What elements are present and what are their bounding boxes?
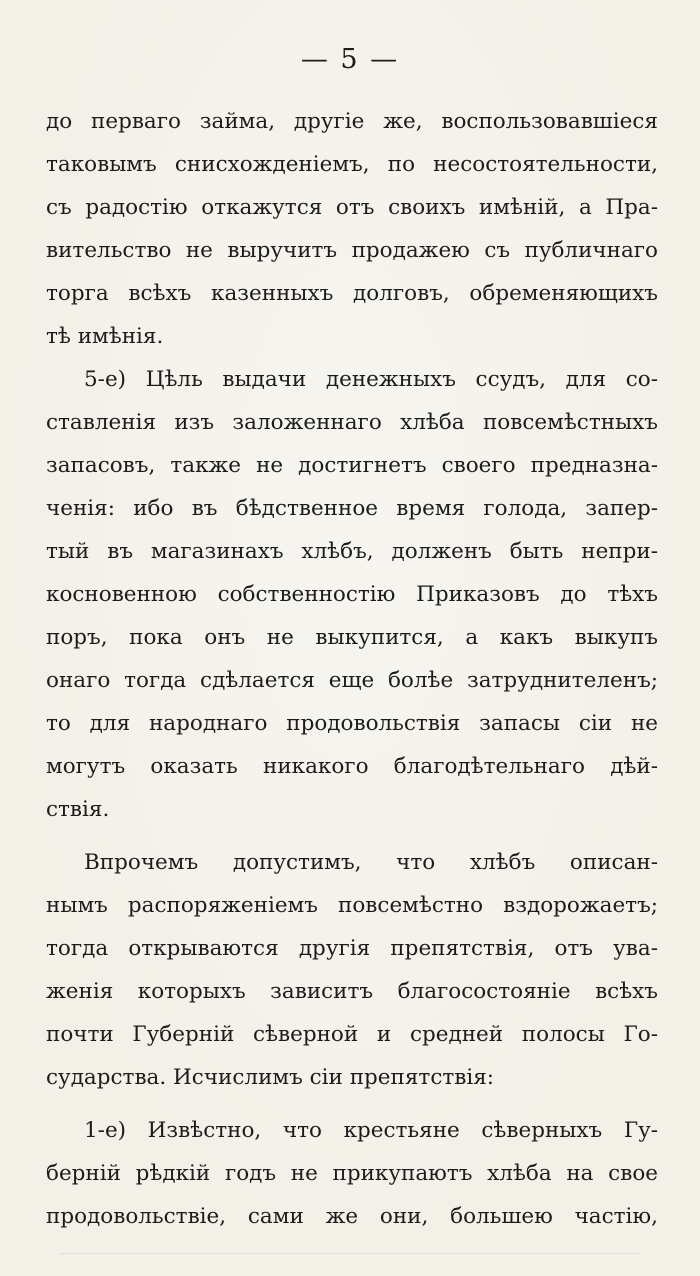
text-line: тогда открываются другія препятствія, отъ ува- (46, 936, 658, 961)
text-line: таковымъ снисхожденіемъ, по несостоятельности, (46, 152, 658, 177)
text-line: продовольствіе, сами же они, большею частію, (46, 1204, 658, 1229)
text-line: онаго тогда сдѣлается еще болѣе затруднителенъ; (46, 668, 658, 693)
text-line: вительство не выручитъ продажею съ публичнаго (46, 238, 658, 263)
text-line: съ радостію откажутся отъ своихъ имѣній, а Пра- (46, 195, 658, 220)
text-line: запасовъ, также не достигнетъ своего предназна- (46, 453, 658, 478)
paragraph (46, 100, 658, 358)
text-line: ствія. (46, 797, 110, 822)
paragraph (46, 1109, 658, 1238)
text-line: сударства. Исчислимъ сіи препятствія: (46, 1065, 495, 1090)
text-line: ставленія изъ заложеннаго хлѣба повсемѣстныхъ (46, 410, 658, 435)
text-line: Впрочемъ допустимъ, что хлѣбъ описан- (84, 850, 658, 875)
text-line: берній рѣдкій годъ не прикупаютъ хлѣба на свое (46, 1161, 658, 1186)
text-line: торга всѣхъ казенныхъ долговъ, обременяющихъ (46, 281, 658, 306)
paragraph (46, 358, 658, 831)
text-line: тый въ магазинахъ хлѣбъ, долженъ быть непри- (46, 539, 658, 564)
text-line: 1-е) Извѣстно, что крестьяне сѣверныхъ Гу- (84, 1118, 658, 1143)
text-line: косновенною собственностію Приказовъ до тѣхъ (46, 582, 658, 607)
text-line: почти Губерній сѣверной и средней полосы Го- (46, 1022, 658, 1047)
text-line: могутъ оказать никакого благодѣтельнаго дѣй- (46, 754, 658, 779)
page-number: — 5 — (300, 44, 400, 75)
text-line: женія которыхъ зависитъ благосостояніе всѣхъ (46, 979, 658, 1004)
paragraph (46, 841, 658, 1099)
text-line: до перваго займа, другіе же, воспользовавшіеся (46, 109, 658, 134)
text-line: поръ, пока онъ не выкупится, а какъ выкупъ (46, 625, 658, 650)
text-line: то для народнаго продовольствія запасы сіи не (46, 711, 658, 736)
text-line: ченія: ибо въ бѣдственное время голода, запер- (46, 496, 658, 521)
text-line: тѣ имѣнія. (46, 324, 164, 349)
text-line: нымъ распоряженіемъ повсемѣстно вздорожаетъ; (46, 893, 658, 918)
text-line: 5-е) Цѣль выдачи денежныхъ ссудъ, для со- (84, 367, 658, 392)
scan-artifact (60, 1253, 640, 1258)
body-text (46, 100, 658, 1238)
